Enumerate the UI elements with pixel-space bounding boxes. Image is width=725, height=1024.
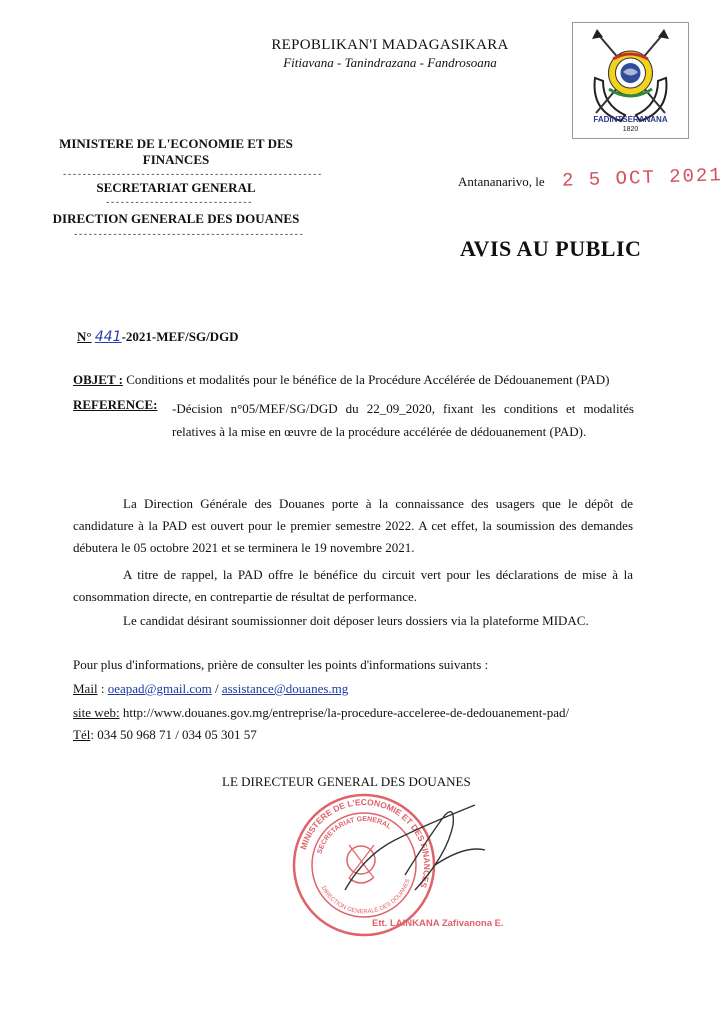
contact-mail-line <box>73 681 348 697</box>
number-suffix: -2021-MEF/SG/DGD <box>121 329 239 344</box>
paragraph-2: A titre de rappel, la PAD offre le bénéfice du circuit vert pour les déclarations de mise à la consommation directe, en contrepartie de résultat de performance. <box>73 567 633 604</box>
signatory-name: Ett. LAINKANA Zafivanona E. <box>372 918 504 929</box>
paragraph-1: La Direction Générale des Douanes porte à la connaissance des usagers que le dépôt de candidature à la PAD est ouvert pour le premier semestre 2022. A cet effet, la soumission des demandes débutera le 05 octobre 2021 et se terminera le 19 novembre 2021. <box>73 496 633 555</box>
objet-label: OBJET : <box>73 372 123 387</box>
reference-text-content: -Décision n°05/MEF/SG/DGD du 22_09_2020, fixant les conditions et modalités relatives à la mise en œuvre de la procédure accélérée de dédouanement (PAD). <box>172 401 634 439</box>
web-url[interactable]: http://www.douanes.gov.mg/entreprise/la-procedure-acceleree-de-dedouanement-pad/ <box>122 705 570 720</box>
emblem-caption: FADINTSERANANA <box>593 115 668 124</box>
reference-text <box>172 397 634 443</box>
divider-2: ------------------------------ <box>105 198 253 208</box>
secretariat-name: SECRETARIAT GENERAL <box>96 180 256 195</box>
contact-web-line <box>73 705 569 721</box>
date-stamp: 2 5 OCT 2021 <box>561 164 724 192</box>
national-motto: Fitiavana - Tanindrazana - Fandrosoana <box>283 55 497 70</box>
reference-number <box>77 329 239 345</box>
stamp-inner-text: SECRETARIAT GENERAL <box>316 815 393 855</box>
emblem-box <box>572 22 689 139</box>
reference-label: REFERENCE: <box>73 397 158 412</box>
direction-name: DIRECTION GENERALE DES DOUANES <box>52 211 300 226</box>
mail-label: Mail <box>73 681 98 696</box>
contact-intro: Pour plus d'informations, prière de consulter les points d'informations suivants : <box>73 657 489 672</box>
mail-link-2[interactable]: assistance@douanes.mg <box>221 681 349 696</box>
republic-header <box>235 37 545 71</box>
mail-separator: : <box>97 681 108 696</box>
document-title: AVIS AU PUBLIC <box>460 236 642 261</box>
signature-stroke-icon <box>335 795 495 905</box>
signature-title: LE DIRECTEUR GENERAL DES DOUANES <box>222 774 471 789</box>
objet-line <box>73 372 653 388</box>
web-label: site web: <box>73 705 120 720</box>
place-label: Antananarivo, le <box>458 174 545 189</box>
tel-label: Tél <box>73 727 91 742</box>
stamp-bottom-text: DIRECTION GENERALE DES DOUANES <box>319 878 412 916</box>
divider-3: ----------------------------------------------- <box>73 230 304 240</box>
ministry-name: MINISTERE DE L'ECONOMIE ET DES FINANCES <box>59 136 293 167</box>
handwritten-signature <box>335 795 495 905</box>
handwritten-number: 441 <box>94 329 122 345</box>
number-prefix: N° <box>77 329 92 344</box>
mail-slash: / <box>211 681 222 696</box>
objet-text: Conditions et modalités pour le bénéfice de la Procédure Accélérée de Dédouanement (PAD) <box>126 372 610 387</box>
contact-tel-line <box>73 727 257 743</box>
emblem-year: 1820 <box>622 126 639 133</box>
divider-1: ----------------------------------------------------- <box>62 170 322 180</box>
mail-link-1[interactable]: oeapad@gmail.com <box>107 681 212 696</box>
stamp-outer-text: MINISTERE DE L'ECONOMIE ET DES FINANCES <box>298 796 433 890</box>
paragraph-3: Le candidat désirant soumissionner doit déposer leurs dossiers via la plateforme MIDAC. <box>123 613 589 628</box>
republic-name: REPOBLIKAN'I MADAGASIKARA <box>271 37 509 53</box>
tel-value: : 034 50 968 71 / 034 05 301 57 <box>90 727 257 742</box>
